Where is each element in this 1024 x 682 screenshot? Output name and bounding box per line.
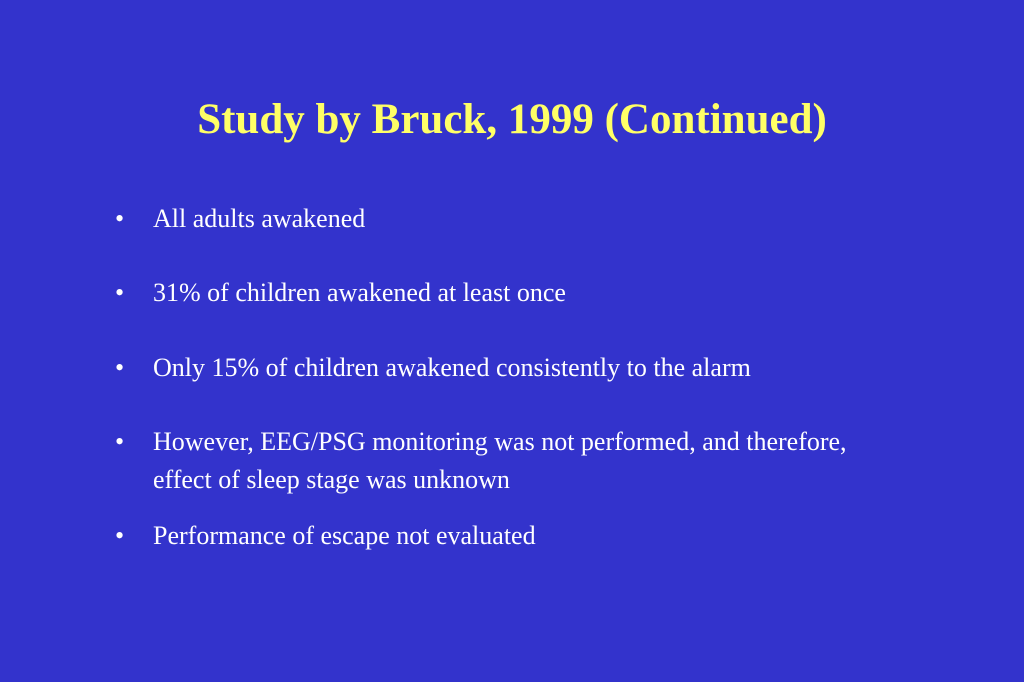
bullet-text: All adults awakened bbox=[153, 204, 366, 233]
bullet-text: Performance of escape not evaluated bbox=[153, 521, 536, 550]
bullet-item bbox=[115, 274, 895, 312]
bullet-marker: • bbox=[115, 427, 125, 456]
bullet-marker: • bbox=[115, 353, 125, 382]
bullet-marker: • bbox=[115, 204, 125, 233]
bullet-item bbox=[115, 349, 895, 387]
bullet-text: Only 15% of children awakened consistently to the alarm bbox=[153, 353, 751, 382]
bullet-text: 31% of children awakened at least once bbox=[153, 278, 566, 307]
bullet-item bbox=[115, 423, 895, 499]
bullet-marker: • bbox=[115, 521, 125, 550]
bullet-item bbox=[115, 517, 895, 555]
slide-title: Study by Bruck, 1999 (Continued) bbox=[197, 96, 827, 143]
bullet-marker: • bbox=[115, 278, 125, 307]
bullet-item bbox=[115, 200, 895, 238]
bullet-text: However, EEG/PSG monitoring was not performed, and therefore, effect of sleep stage was unknown bbox=[153, 427, 847, 494]
